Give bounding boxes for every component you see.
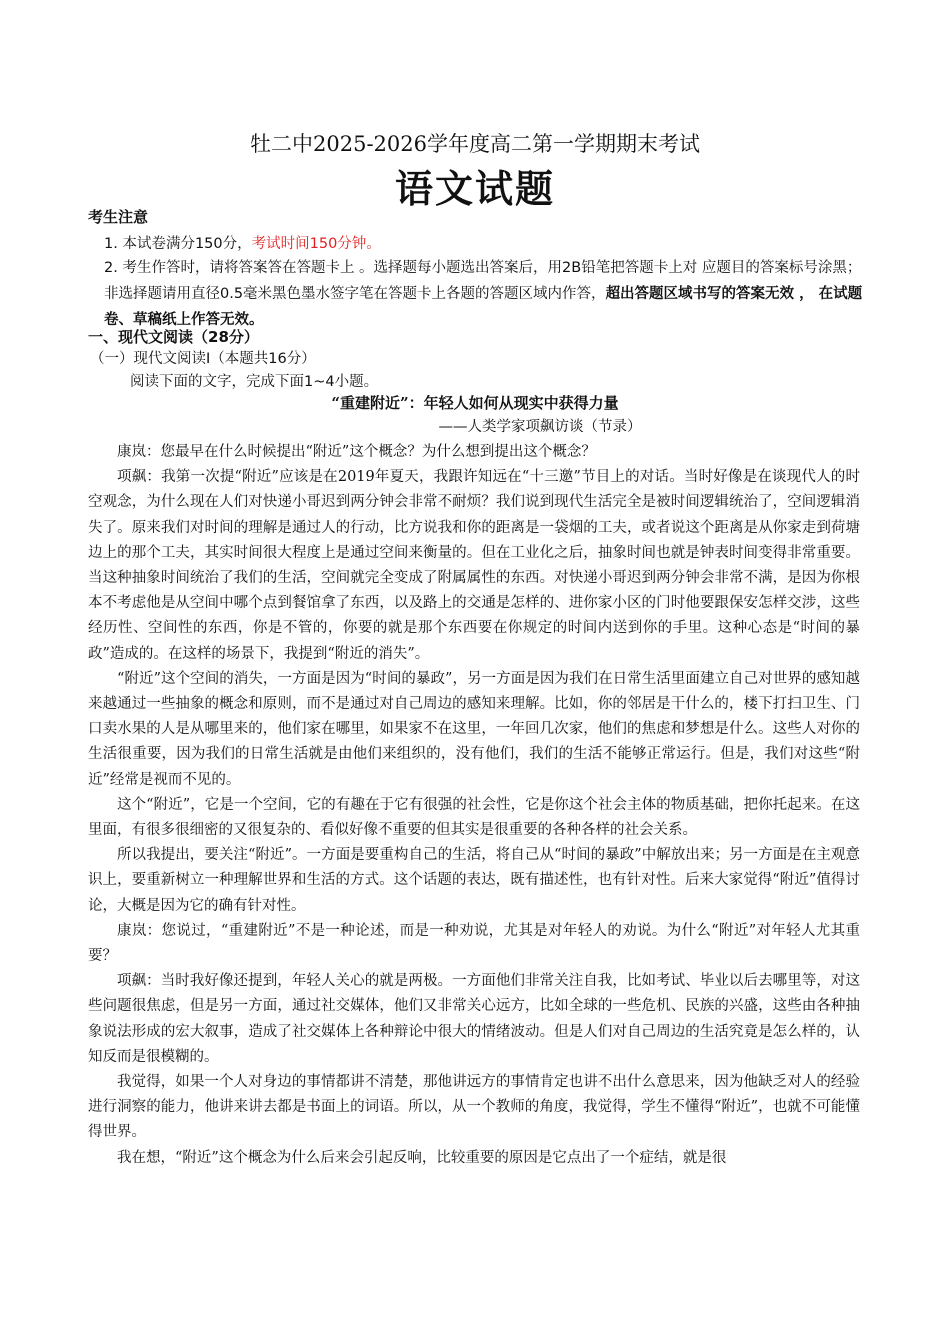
section-subheading: （一）现代文阅读Ⅰ（本题共16分）	[90, 351, 316, 367]
article-paragraph: 所以我提出，要关注“附近”。一方面是要重构自己的生活，将自己从“时间的暴政”中解放出来；另一方面是在主观意识上，要重新树立一种理解世界和生活的方式。这个话题的表达，既有描述性，也有针对性。后来大家觉得“附近”值得讨论，大概是因为它的确有针对性。	[88, 847, 860, 914]
article-title: “重建附近”：年轻人如何从现实中获得力量	[331, 394, 619, 412]
notice-item-2	[104, 255, 874, 333]
article-body	[88, 440, 860, 1171]
section-heading: 一、现代文阅读（28分）	[88, 328, 259, 346]
exam-title: 牡二中2025-2026学年度高二第一学期期末考试	[250, 132, 700, 156]
article-paragraph: 这个“附近”，它是一个空间，它的有趣在于它有很强的社会性，它是你这个社会主体的物质基础，把你托起来。在这里面，有很多很细密的又很复杂的、看似好像不重要的但其实是很重要的各种各样的社会关系。	[88, 796, 860, 839]
subject-title: 语文试题	[394, 166, 555, 211]
article-paragraph: 项飙：当时我好像还提到，年轻人关心的就是两极。一方面他们非常关注自我，比如考试、毕业以后去哪里等，对这些问题很焦虑，但是另一方面，通过社交媒体，他们又非常关心远方，比如全球的一些危机、民族的兴盛，这些由各种抽象说法形成的宏大叙事，造成了社交媒体上各种辩论中很大的情绪波动。但是人们对自己周边的生活究竟是怎么样的，认知反而是很模糊的。	[88, 973, 860, 1065]
reading-instruction: 阅读下面的文字，完成下面1~4小题。	[130, 374, 379, 390]
article-paragraph: “附近”这个空间的消失，一方面是因为“时间的暴政”，另一方面是因为我们在日常生活里面建立自己对世界的感知越来越通过一些抽象的概念和原则，而不是通过对自己周边的感知来理解。比如，你的邻居是干什么的，楼下打扫卫生、门口卖水果的人是从哪里来的，他们家在哪里，如果家不在这里，一年回几次家，他们的焦虑和梦想是什么。这些人对你的生活很重要，因为我们的日常生活就是由他们来组织的，没有他们，我们的生活不能够正常运行。但是，我们对这些“附近”经常是视而不见的。	[88, 670, 860, 788]
notice-item-1-text: 1. 本试卷满分150分，	[104, 236, 252, 252]
notice-heading: 考生注意	[88, 208, 149, 226]
notice-item-1-highlight: 考试时间150分钟。	[251, 236, 381, 252]
article-paragraph: 项飙：我第一次提“附近”应该是在2019年夏天，我跟许知远在“十三邀”节目上的对话。当时好像是在谈现代人的时空观念，为什么现在人们对快递小哥迟到两分钟会非常不耐烦？我们说到现代生活完全是被时间逻辑统治了，空间逻辑消失了。原来我们对时间的理解是通过人的行动，比方说我和你的距离是一袋烟的工夫，或者说这个距离是从你家走到荷塘边上的那个工夫，其实时间很大程度上是通过空间来衡量的。但在工业化之后，抽象时间也就是钟表时间变得非常重要。当这种抽象时间统治了我们的生活，空间就完全变成了附属属性的东西。对快递小哥迟到两分钟会非常不满，是因为你根本不考虑他是从空间中哪个点到餐馆拿了东西，以及路上的交通是怎样的、进你家小区的门时他要跟保安怎样交涉，这些经历性、空间性的东西，你是不管的，你要的就是那个东西要在你规定的时间内送到你的手里。这种心态是“时间的暴政”造成的。在这样的场景下，我提到“附近的消失”。	[88, 469, 860, 662]
notice-item-2-bold: 超出答题区域书写的答案无效 ， 在试题卷、草稿纸上作答无效。	[104, 286, 863, 328]
article-paragraph: 我觉得，如果一个人对身边的事情都讲不清楚，那他讲远方的事情肯定也讲不出什么意思来，因为他缺乏对人的经验进行洞察的能力，他讲来讲去都是书面上的词语。所以，从一个教师的角度，我觉得，学生不懂得“附近”，也就不可能懂得世界。	[88, 1074, 860, 1141]
article-paragraph: 我在想，“附近”这个概念为什么后来会引起反响，比较重要的原因是它点出了一个症结，就是很	[117, 1149, 727, 1166]
article-paragraph: 康岚：您最早在什么时候提出“附近”这个概念？为什么想到提出这个概念？	[117, 444, 596, 460]
notice-item-1	[104, 232, 381, 253]
notice-item-2-text: 2. 考生作答时，请将答案答在答题卡上 。选择题每小题选出答案后，用2B铅笔把答题卡上对 应题目的答案标号涂黑；非选择题请用直径0.5毫米黑色墨水签字笔在答题卡上各题的答题区域内作答，	[104, 260, 862, 302]
article-subtitle: ——人类学家项飙访谈（节录）	[438, 419, 642, 435]
article-paragraph: 康岚：您说过，“重建附近”不是一种论述，而是一种劝说，尤其是对年轻人的劝说。为什么“附近”对年轻人尤其重要？	[88, 922, 860, 965]
